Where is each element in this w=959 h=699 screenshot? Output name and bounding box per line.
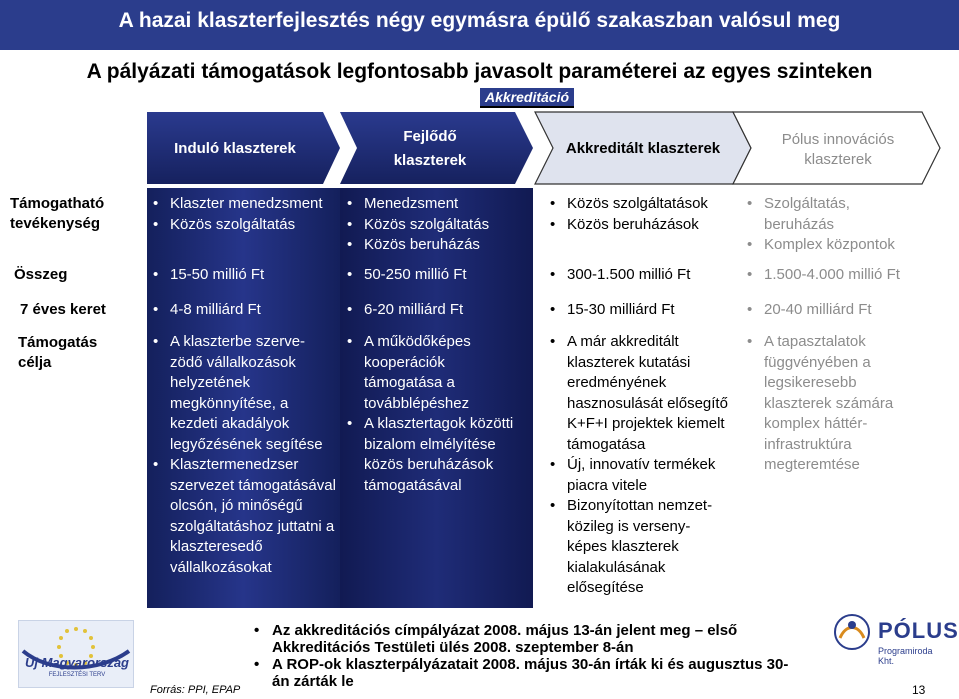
stage-label-developing-2: klaszterek bbox=[393, 152, 467, 169]
polus-logo bbox=[808, 612, 959, 674]
logo-left-sub: FEJLESZTÉSI TERV bbox=[48, 672, 106, 678]
list-item: • 15-30 milliárd Ft bbox=[545, 300, 735, 321]
row-label-activity-1: Támogatható bbox=[10, 195, 105, 212]
list-item: • 1.500-4.000 millió Ft bbox=[742, 265, 942, 286]
page-title: A hazai klaszterfejlesztés négy egymásra épülő szakaszban valósul meg bbox=[118, 9, 841, 32]
cell-budget-accredited bbox=[545, 300, 735, 321]
cell-amount-pole bbox=[742, 265, 942, 286]
stage-label-pole-2: klaszterek bbox=[804, 151, 872, 168]
cell-goal-accredited bbox=[545, 332, 730, 599]
logo-right-sub: Programiroda Kht. bbox=[878, 646, 933, 666]
row-label-goal-2: célja bbox=[18, 354, 52, 371]
cell-activity-pole bbox=[742, 194, 942, 256]
list-item: • A klaszterbe szerve-zödő vállalkozások helyzetének megkönnyítése, a kezdeti akadályok legyőzésének segítése bbox=[148, 332, 336, 455]
row-label-goal-1: Támogatás bbox=[18, 334, 98, 351]
uj-magyarorszag-logo bbox=[18, 620, 134, 688]
cell-goal-developing bbox=[342, 332, 522, 496]
stage-label-pole-1: Pólus innovációs bbox=[781, 131, 895, 148]
page-number: 13 bbox=[912, 683, 926, 697]
list-item: • Új, innovatív termékek piacra vitele bbox=[545, 455, 730, 496]
cell-budget-developing bbox=[342, 300, 532, 321]
list-item: • A klasztertagok közötti bizalom elmélyítése közös beruházások támogatásával bbox=[342, 414, 522, 496]
note-item: • Az akkreditációs címpályázat 2008. május 13-án jelent meg – első Akkreditációs Testületi ülés 2008. szeptember 8-án bbox=[250, 622, 800, 656]
list-item: • Komplex központok bbox=[742, 235, 942, 256]
list-item: • A működőképes kooperációk támogatása a továbblépéshez bbox=[342, 332, 522, 414]
stage-label-developing-1: Fejlődő bbox=[403, 128, 457, 145]
row-label-goal bbox=[18, 333, 148, 373]
polus-emblem-icon bbox=[832, 612, 872, 652]
logo-right-text: PÓLUS bbox=[878, 618, 959, 643]
list-item: • Klasztermenedzser szervezet támogatásával olcsón, jó minőségű szolgáltatáshoz juttatni a klaszteresedő vállalkozásokat bbox=[148, 455, 336, 578]
stage-arrow-2 bbox=[340, 112, 533, 184]
list-item: • Közös szolgáltatás bbox=[148, 215, 338, 236]
cell-activity-accredited bbox=[545, 194, 735, 235]
list-item: • A már akkreditált klaszterek kutatási eredményének hasznosulását elősegítő K+F+I projektek kiemelt támogatása bbox=[545, 332, 730, 455]
cell-goal-pole bbox=[742, 332, 912, 476]
list-item: • 300-1.500 millió Ft bbox=[545, 265, 735, 286]
stage-label-starting: Induló klaszterek bbox=[174, 140, 296, 157]
cell-goal-starting bbox=[148, 332, 336, 578]
row-label-activity bbox=[10, 194, 140, 234]
source-note: Forrás: PPI, EPAP bbox=[150, 684, 241, 696]
list-item: • Közös beruházás bbox=[342, 235, 532, 256]
cell-budget-starting bbox=[148, 300, 338, 321]
page-subtitle: A pályázati támogatások legfontosabb javasolt paraméterei az egyes szinteken bbox=[86, 60, 873, 83]
list-item: • Közös beruházások bbox=[545, 215, 735, 236]
list-item: • A tapasztalatok függvényében a legsikeresebb klaszterek számára komplex háttér-infrastruktúra megteremtése bbox=[742, 332, 912, 476]
list-item: • Szolgáltatás, beruházás bbox=[742, 194, 872, 235]
logo-left-text: Új Magyarország bbox=[24, 655, 130, 670]
stage-label-accredited: Akkreditált klaszterek bbox=[565, 140, 721, 157]
list-item: • 20-40 milliárd Ft bbox=[742, 300, 942, 321]
note-item: • A ROP-ok klaszterpályázatait 2008. május 30-án írták ki és augusztus 30-án zárták le bbox=[250, 656, 800, 690]
list-item: • Bizonyítottan nemzet-közileg is verseny-képes klaszterek kialakulásának elősegítése bbox=[545, 496, 730, 599]
list-item: • 6-20 milliárd Ft bbox=[342, 300, 532, 321]
notes-list bbox=[250, 622, 800, 690]
row-label-activity-2: tevékenység bbox=[10, 215, 101, 232]
list-item: • Klaszter menedzsment bbox=[148, 194, 338, 215]
row-label-amount: Összeg bbox=[14, 266, 68, 283]
cell-amount-accredited bbox=[545, 265, 735, 286]
list-item: • 50-250 millió Ft bbox=[342, 265, 532, 286]
list-item: • Közös szolgáltatás bbox=[342, 215, 532, 236]
cell-amount-developing bbox=[342, 265, 532, 286]
list-item: • Közös szolgáltatások bbox=[545, 194, 735, 215]
row-label-budget: 7 éves keret bbox=[20, 301, 106, 318]
cell-activity-developing bbox=[342, 194, 532, 256]
cell-budget-pole bbox=[742, 300, 942, 321]
cell-amount-starting bbox=[148, 265, 338, 286]
accreditation-tag: Akkreditáció bbox=[480, 88, 574, 108]
list-item: • 15-50 millió Ft bbox=[148, 265, 338, 286]
cell-activity-starting bbox=[148, 194, 338, 235]
list-item: • 4-8 milliárd Ft bbox=[148, 300, 338, 321]
list-item: • Menedzsment bbox=[342, 194, 532, 215]
